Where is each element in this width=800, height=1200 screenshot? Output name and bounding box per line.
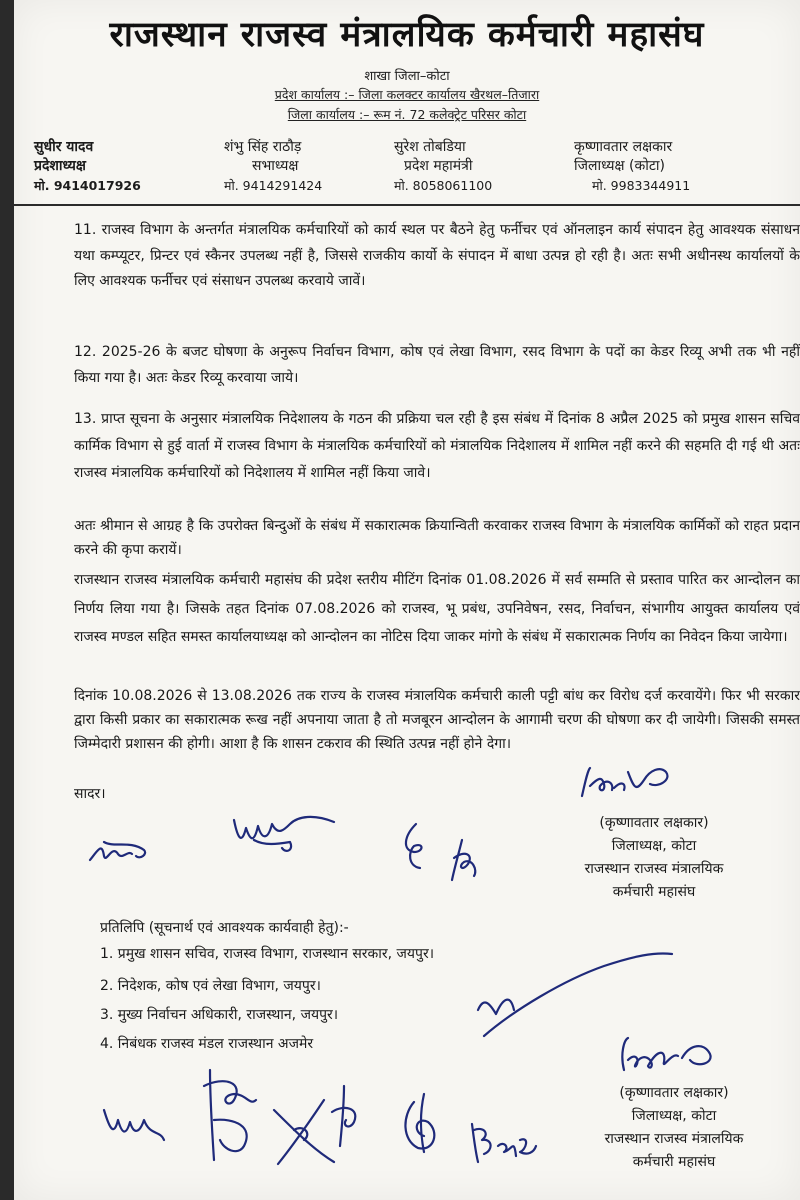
signatory-post: जिलाध्यक्ष, कोटा [631, 1108, 717, 1124]
signatory-block-repeat [554, 1082, 794, 1174]
copy-to-item-1: 1. प्रमुख शासन सचिव, राजस्व विभाग, राजस्थान सरकार, जयपुर। [100, 946, 435, 962]
signature-11 [464, 1110, 544, 1170]
official-district-president [574, 138, 690, 195]
point-11: 11. राजस्व विभाग के अन्तर्गत मंत्रालयिक कर्मचारियों को कार्य स्थल पर बैठने हेतु फर्नीचर एवं ऑनलाइन कार्य संपादन हेतु आवश्यक संसाधन यथा कम्प्यूटर, प्रिन्टर एवं स्कैनर उपलब्ध नहीं है, जिससे राजकीय कार्यो के संपादन में बाधा उत्पन्न हो रही है। अतः सभी अधीनस्थ कार्यालयों के लिए आवश्यक फर्नीचर एवं संसाधन उपलब्ध करवाये जावें। [74, 222, 800, 289]
closing-salutation: सादर। [74, 786, 106, 802]
official-post: प्रदेश महामंत्री [404, 158, 473, 174]
organization-title: राजस्थान राजस्व मंत्रालयिक कर्मचारी महासंघ [109, 15, 705, 55]
official-chairman [224, 138, 322, 195]
letter-page [14, 0, 800, 1200]
district-office-line: जिला कार्यालय :– रूम नं. 72 कलेक्ट्रेट परिसर कोटा [287, 107, 527, 122]
signatory-name: (कृष्णावतार लक्षकार) [599, 815, 709, 831]
meeting-paragraph: राजस्थान राजस्व मंत्रालयिक कर्मचारी महासंघ की प्रदेश स्तरीय मीटिंग दिनांक 01.08.2026 में सर्व सम्मति से प्रस्ताव पारित कर आन्दोलन का निर्णय लिया गया है। जिसके तहत दिनांक 07.08.2026 को राजस्व, भू प्रबंध, उपनिवेषन, रसद, निर्वाचन, संभागीय आयुक्त कार्यालय एवं राजस्व मण्डल सहित समस्त कार्यालयाध्यक्ष को आन्दोलन का नोटिस दिया जाकर मांगो के संबंध में सकारात्मक निर्णय का निवेदन किया जायेगा। [74, 572, 800, 645]
copy-to-heading: प्रतिलिपि (सूचनार्थ एवं आवश्यक कार्यवाही हेतु):- [100, 920, 349, 936]
official-general-secretary [394, 138, 492, 195]
signature-10 [394, 1092, 454, 1162]
point-13: 13. प्राप्त सूचना के अनुसार मंत्रालयिक निदेशालय के गठन की प्रक्रिया चल रही है इस संबंध में दिनांक 8 अप्रैल 2025 को प्रमुख शासन सचिव कार्मिक विभाग से हुई वार्ता में राजस्व विभाग के मंत्रालयिक कर्मचारियों को मंत्रालयिक निदेशालय में शामिल नहीं करने की सहमति दी गई थी अतः राजस्व मंत्रालयिक कर्मचारियों को निदेशालय में शामिल नहीं किया जावे। [74, 411, 800, 481]
signature-4 [444, 836, 484, 884]
request-paragraph: अतः श्रीमान से आग्रह है कि उपरोक्त बिन्दुओं के संबंध में सकारात्मक क्रियान्विती करवाकर राजस्व विभाग के मंत्रालयिक कार्मिकों को राहत प्रदान करने की कृपा करायें। [74, 518, 800, 558]
signature-2 [224, 800, 344, 860]
official-mobile: मो. 9414017926 [34, 178, 141, 193]
official-post: सभाध्यक्ष [252, 158, 299, 174]
copy-to-item-4: 4. निबंधक राजस्व मंडल राजस्थान अजमेर [100, 1036, 314, 1052]
signature-3 [394, 818, 434, 878]
official-mobile: मो. 9414291424 [224, 178, 323, 193]
official-mobile: मो. 8058061100 [394, 178, 493, 193]
signatory-org-line1: राजस्थान राजस्व मंत्रालयिक [584, 861, 724, 877]
official-name: कृष्णावतार लक्षकार [574, 139, 673, 155]
official-president [34, 138, 141, 195]
signatory-block [534, 812, 774, 904]
point-12: 12. 2025-26 के बजट घोषणा के अनुरूप निर्वाचन विभाग, कोष एवं लेखा विभाग, रसद विभाग के पदों का केडर रिव्यू अभी तक भी नहीं किया गया है। अतः केडर रिव्यू करवाया जाये। [74, 344, 800, 386]
official-mobile: मो. 9983344911 [592, 178, 691, 193]
branch-line: शाखा जिला–कोटा [364, 69, 450, 84]
header-divider [14, 204, 800, 206]
signatory-org-line2: कर्मचारी महासंघ [612, 884, 696, 900]
signatory-post: जिलाध्यक्ष, कोटा [611, 838, 697, 854]
officials-row [34, 138, 784, 196]
protest-paragraph: दिनांक 10.08.2026 से 13.08.2026 तक राज्य के राजस्व मंत्रालयिक कर्मचारी काली पट्टी बांध कर विरोध दर्ज करवायेंगे। फिर भी सरकार द्वारा किसी प्रकार का सकारात्मक रूख नहीं अपनाया जाता है तो मजबूरन आन्दोलन के आगामी चरण की घोषणा कर दी जायेगी। जिसकी समस्त जिम्मेदारी प्रशासन की होगी। आशा है कि शासन टकराव की स्थिति उत्पन्न नहीं होने देगा। [74, 688, 800, 752]
copy-to-item-3: 3. मुख्य निर्वाचन अधिकारी, राजस्थान, जयपुर। [100, 1007, 339, 1023]
official-post: जिलाध्यक्ष (कोटा) [574, 158, 665, 174]
official-name: सुधीर यादव [34, 139, 94, 155]
signatory-org-line1: राजस्थान राजस्व मंत्रालयिक [604, 1131, 744, 1147]
official-name: सुरेश तोबडिया [394, 139, 466, 155]
signature-6 [94, 1080, 194, 1160]
copy-to-item-2: 2. निदेशक, कोष एवं लेखा विभाग, जयपुर। [100, 978, 321, 994]
signature-district-president [574, 758, 684, 808]
official-post: प्रदेशाध्यक्ष [34, 158, 86, 174]
signature-9 [324, 1082, 374, 1152]
signatory-name: (कृष्णावतार लक्षकार) [619, 1085, 729, 1101]
signatory-org-line2: कर्मचारी महासंघ [632, 1154, 716, 1170]
signature-district-president-2 [610, 1030, 730, 1080]
official-name: शंभु सिंह राठौड़ [224, 139, 302, 155]
state-office-line: प्रदेश कार्यालय :– जिला कलक्टर कार्यालय खैरथल–तिजारा [274, 87, 540, 102]
signature-1 [84, 820, 164, 870]
signature-7 [184, 1060, 274, 1170]
